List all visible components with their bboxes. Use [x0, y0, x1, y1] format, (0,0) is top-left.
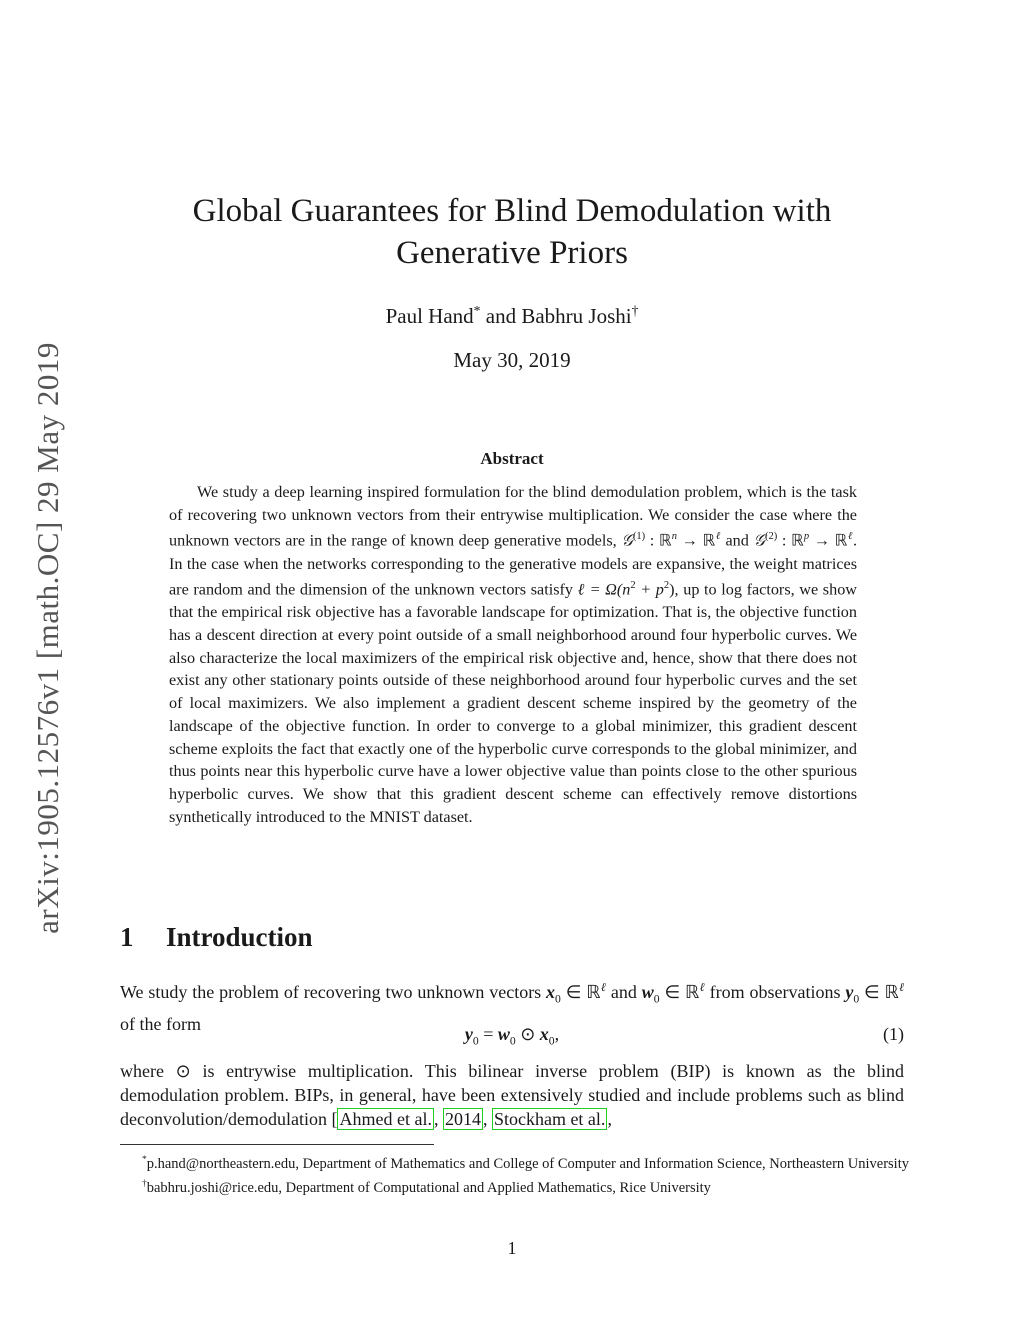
- footnote-text: p.hand@northeastern.edu, Department of Mathematics and College of Computer and Information Science, Northeastern University: [146, 1155, 909, 1172]
- arxiv-identifier-stamp: arXiv:1905.12576v1 [math.OC] 29 May 2019: [30, 342, 65, 934]
- math-vector: w: [641, 982, 654, 1002]
- title-line-2: Generative Priors: [396, 235, 628, 271]
- paper-title: [110, 190, 914, 274]
- math-superscript: ℓ: [699, 981, 705, 994]
- math-inline: → ℝ: [677, 531, 716, 550]
- math-subscript: 0: [653, 992, 660, 1006]
- footnote: [120, 1150, 910, 1174]
- abstract-text: . In the case when the networks corresponding to the generative models are expansive, the weight matrices are random and the dimension of the unknown vectors satisfy: [169, 531, 858, 599]
- math-vector: y: [845, 982, 854, 1002]
- citation-link[interactable]: Ahmed et al.: [339, 1109, 432, 1129]
- math-inline: ℓ = Ω(n: [577, 580, 631, 599]
- section-number: 1: [120, 922, 134, 952]
- footnote-mark[interactable]: †: [631, 303, 639, 318]
- math-inline: → ℝ: [809, 531, 848, 550]
- citation-bracket: [: [331, 1109, 338, 1129]
- body-text: from observations: [704, 982, 846, 1002]
- math-operator: ⊙: [515, 1024, 540, 1044]
- author-name: Paul Hand: [385, 304, 474, 328]
- body-text: We study the problem of recovering two unknown vectors: [120, 982, 547, 1002]
- abstract-body: [169, 481, 857, 828]
- abstract-text: and: [720, 531, 754, 550]
- math-vector: x: [546, 982, 556, 1002]
- math-subscript: 0: [509, 1034, 516, 1048]
- body-text: of the form: [120, 1013, 201, 1034]
- math-superscript: n: [671, 531, 677, 543]
- math-inline: ∈ ℝ: [659, 982, 700, 1002]
- math-inline: ∈ ℝ: [859, 982, 899, 1002]
- citation-separator: ,: [607, 1109, 612, 1129]
- publication-date: May 30, 2019: [453, 348, 571, 372]
- equation-1: [120, 1024, 904, 1050]
- footnotes: [120, 1150, 910, 1198]
- math-vector: x: [539, 1024, 549, 1044]
- abstract-text: , up to log factors, we show that the empirical risk objective has a favorable landscape for optimization. That is, the objective function has a descent direction at every point outside of a small neighborhood around four hyperbolic curves. We also characterize the local maximizers of the empirical risk objective and, hence, show that there does not exist any other stationary points outside of these neighborhood around four hyperbolic curves and the set of local maximizers. We also implement a gradient descent scheme inspired by the geometry of the landscape of the objective function. In order to converge to a global minimizer, this gradient descent scheme exploits the fact that exactly one of the hyperbolic curve corresponds to the global minimizer, and thus points near this hyperbolic curve have a lower objective value than points close to the other spurious hyperbolic curves. We show that this gradient descent scheme can effectively remove distortions synthetically introduced to the MNIST dataset.: [169, 580, 857, 826]
- section-heading: [120, 922, 313, 953]
- math-superscript: 2: [630, 580, 636, 592]
- math-subscript: 0: [472, 1034, 479, 1048]
- equation-number: (1): [883, 1024, 904, 1044]
- math-punctuation: ,: [554, 1024, 560, 1044]
- citation-separator: ,: [433, 1109, 443, 1129]
- section-title: Introduction: [166, 922, 313, 952]
- intro-paragraph: [120, 1059, 904, 1131]
- math-superscript: ℓ: [847, 531, 853, 543]
- math-inline: ): [669, 580, 675, 599]
- abstract-text: We study a deep learning inspired formulation for the blind demodulation problem, which is the task of recovering two unknown vectors from their entrywise multiplication. We consider the case where the unknown vectors are in the range of known deep generative models,: [169, 483, 857, 550]
- math-superscript: p: [803, 531, 810, 543]
- author-connector: and: [480, 304, 522, 328]
- footnote-text: babhru.joshi@rice.edu, Department of Computational and Applied Mathematics, Rice University: [146, 1179, 711, 1196]
- math-inline: + p: [635, 580, 664, 599]
- math-inline: : ℝ: [645, 531, 672, 550]
- math-vector: w: [497, 1024, 510, 1044]
- math-inline: 𝒢: [753, 531, 766, 550]
- equation-body: [120, 1024, 904, 1048]
- footnote-mark[interactable]: *: [473, 303, 481, 318]
- math-vector: y: [464, 1024, 473, 1044]
- math-operator: =: [478, 1024, 498, 1044]
- math-inline: ∈ ℝ: [560, 982, 601, 1002]
- math-subscript: 0: [853, 992, 860, 1006]
- math-superscript: ℓ: [898, 981, 905, 994]
- footnote-mark: *: [142, 1155, 147, 1165]
- math-superscript: ℓ: [600, 981, 607, 994]
- footnote: [120, 1174, 910, 1198]
- math-inline: 𝒢: [621, 531, 633, 550]
- math-superscript: (1): [632, 531, 646, 543]
- math-subscript: 0: [555, 992, 561, 1006]
- footnote-mark: †: [142, 1178, 147, 1189]
- math-inline: : ℝ: [777, 531, 804, 550]
- body-text: and: [606, 982, 642, 1002]
- body-text: where ⊙ is entrywise multiplication. This bilinear inverse problem (BIP) is known as the blind demodulation problem. BIPs, in general, have been extensively studied and include problems such as blind deconvolution/demodulation: [120, 1061, 904, 1129]
- citation-link[interactable]: Stockham et al.: [493, 1109, 606, 1129]
- math-superscript: ℓ: [715, 531, 721, 543]
- math-subscript: 0: [548, 1034, 555, 1048]
- citation-separator: ,: [482, 1109, 492, 1129]
- math-superscript: (2): [765, 531, 778, 543]
- citation-link[interactable]: 2014: [444, 1109, 481, 1129]
- author-name: Babhru Joshi: [521, 304, 632, 328]
- footnote-divider: [120, 1144, 434, 1145]
- author-list: [110, 303, 914, 329]
- abstract-heading: Abstract: [480, 449, 544, 468]
- page-number: 1: [507, 1238, 517, 1258]
- math-superscript: 2: [663, 580, 670, 592]
- title-line-1: Global Guarantees for Blind Demodulation with: [192, 193, 832, 229]
